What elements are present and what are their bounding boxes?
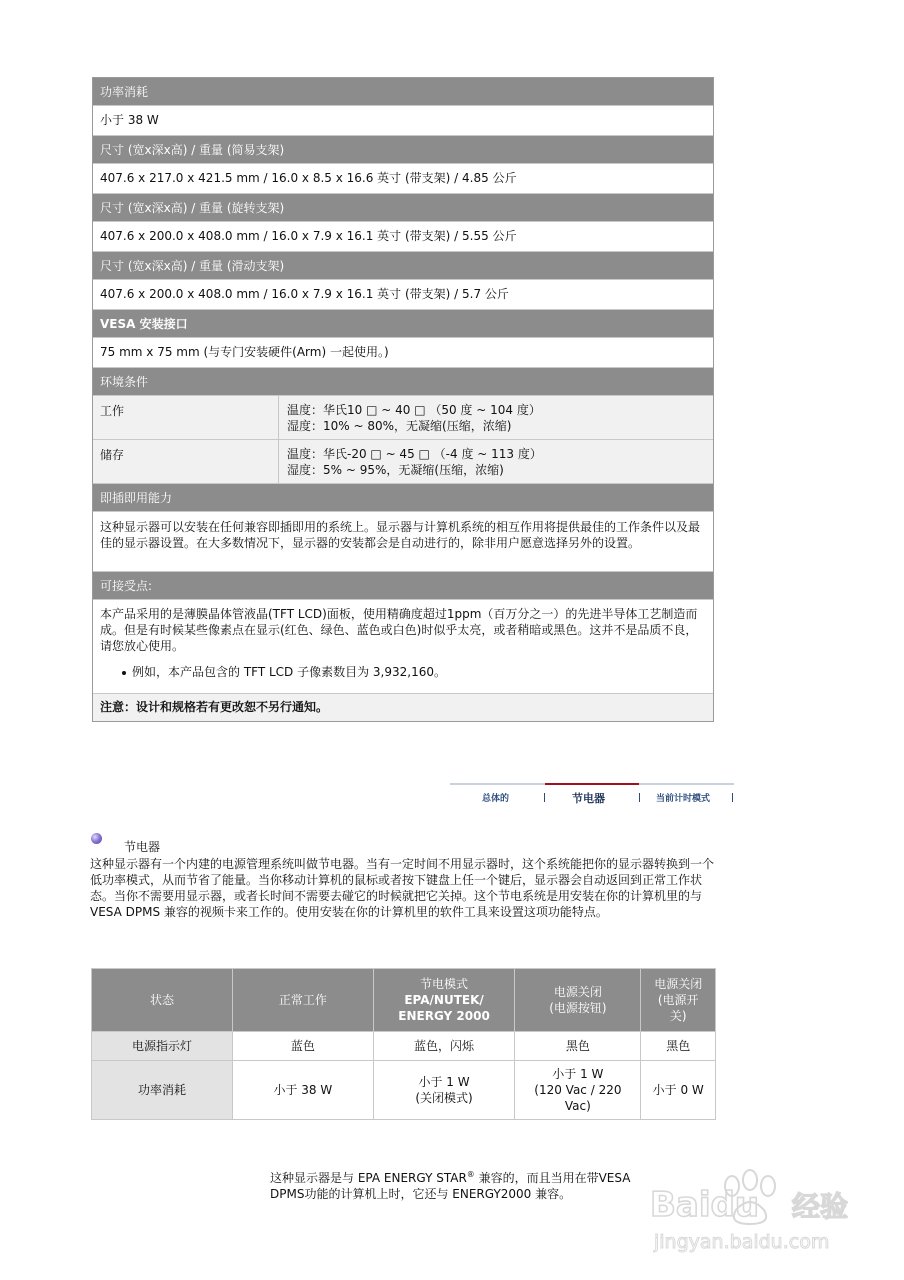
col-off-switch-line3: 关) — [669, 1009, 687, 1023]
tab-general[interactable]: 总体的 — [482, 794, 510, 804]
row-indicator-label: 电源指示灯 — [92, 1032, 233, 1061]
power-header: 功率消耗 — [93, 78, 713, 106]
footer-line1-a: 这种显示器是与 EPA ENERGY STAR — [270, 1171, 467, 1185]
col-saving — [373, 969, 514, 1032]
col-off-button-line1: 电源关闭 — [553, 985, 602, 999]
power-off-switch: 小于 0 W — [641, 1061, 716, 1120]
pnp-value: 这种显示器可以安装在任何兼容即插即用的系统上。显示器与计算机系统的相互作用将提供最佳的工作条件以及最佳的显示器设置。在大多数情况下，显示器的安装都会是自动进行的，除非用户愿意选择另外的设置。 — [93, 512, 713, 572]
tab-separator — [639, 793, 640, 802]
power-saving-line1: 小于 1 W — [418, 1075, 470, 1089]
pixel-header: 可接受点: — [93, 572, 713, 600]
vesa-value: 75 mm x 75 mm (与专门安装硬件(Arm) 一起使用。) — [93, 338, 713, 368]
power-off-button-line3: Vac) — [564, 1099, 591, 1113]
watermark-brand: Baidu — [650, 1185, 760, 1225]
col-saving-line3: ENERGY 2000 — [398, 1009, 490, 1023]
env-work-hum: 湿度：10% ~ 80%，无凝缩(压缩，浓缩) — [287, 419, 512, 433]
vesa-header: VESA 安装接口 — [93, 310, 713, 338]
env-work-temp: 温度：华氏10 □ ~ 40 □ （50 度 ~ 104 度） — [287, 403, 541, 417]
tab-timing[interactable]: 当前计时模式 — [656, 794, 711, 804]
col-saving-line1: 节电模式 — [420, 977, 469, 991]
power-off-button-line2: (120 Vac / 220 — [534, 1083, 622, 1097]
indicator-normal: 蓝色 — [232, 1032, 373, 1061]
col-saving-line2: EPA/NUTEK/ — [404, 993, 484, 1007]
dim1-value: 407.6 x 217.0 x 421.5 mm / 16.0 x 8.5 x 16.6 英寸 (带支架) / 4.85 公斤 — [93, 164, 713, 194]
env-store-label: 储存 — [93, 440, 279, 483]
pnp-header: 即插即用能力 — [93, 484, 713, 512]
col-normal: 正常工作 — [232, 969, 373, 1032]
power-off-button — [515, 1061, 641, 1120]
pixel-bullet-item — [100, 654, 706, 688]
power-value: 小于 38 W — [93, 106, 713, 136]
spec-note: 注意：设计和规格若有更改恕不另行通知。 — [93, 694, 713, 721]
section-title: 节电器 — [124, 840, 161, 854]
table-row — [92, 1061, 716, 1120]
pixel-value: 本产品采用的是薄膜晶体管液晶(TFT LCD)面板，使用精确度超过1ppm（百万分之一）的先进半导体工艺制造而成。但是有时候某些像素点在显示(红色、绿色、蓝色或白色)时似乎太亮，或者稍暗或黑色。这并不是品质不良，请您放心使用。 — [100, 607, 698, 653]
energy-star-note — [270, 1167, 700, 1202]
pixel-bullet-text: 例如，本产品包含的 TFT LCD 子像素数目为 3,932,160。 — [132, 665, 446, 679]
indicator-off-button: 黑色 — [515, 1032, 641, 1061]
power-saving — [373, 1061, 514, 1120]
col-off-switch — [641, 969, 716, 1032]
watermark-url: jingyan.baidu.com — [654, 1231, 830, 1253]
dim3-header: 尺寸 (宽x深x高) / 重量 (滑动支架) — [93, 252, 713, 280]
row-power-label: 功率消耗 — [92, 1061, 233, 1120]
footer-line1-b: 兼容的，而且当用在带VESA — [474, 1171, 631, 1185]
section-tabs — [450, 783, 734, 803]
power-off-button-line1: 小于 1 W — [552, 1067, 604, 1081]
active-tab-indicator — [545, 783, 639, 785]
tab-separator — [732, 793, 733, 802]
table-row — [92, 1032, 716, 1061]
col-off-button-line2: (电源按钮) — [549, 1001, 607, 1015]
watermark-cn: 经验 — [792, 1190, 849, 1223]
col-off-button — [515, 969, 641, 1032]
power-mode-table — [91, 968, 716, 1120]
col-off-switch-line2: (电源开 — [657, 993, 699, 1007]
spec-table — [92, 77, 714, 722]
baidu-watermark — [640, 1150, 880, 1270]
dim3-value: 407.6 x 200.0 x 408.0 mm / 16.0 x 7.9 x 16.1 英寸 (带支架) / 5.7 公斤 — [93, 280, 713, 310]
power-normal: 小于 38 W — [232, 1061, 373, 1120]
bullet-icon — [122, 671, 126, 675]
dim1-header: 尺寸 (宽x深x高) / 重量 (简易支架) — [93, 136, 713, 164]
env-store-temp: 温度：华氏-20 □ ~ 45 □ （-4 度 ~ 113 度） — [287, 447, 542, 461]
pixel-block — [93, 600, 713, 694]
bullet-orb-icon — [91, 833, 102, 844]
dim2-value: 407.6 x 200.0 x 408.0 mm / 16.0 x 7.9 x 16.1 英寸 (带支架) / 5.55 公斤 — [93, 222, 713, 252]
env-store-row — [93, 440, 713, 484]
env-header: 环境条件 — [93, 368, 713, 396]
col-state: 状态 — [92, 969, 233, 1032]
tab-powersaver[interactable]: 节电器 — [572, 792, 605, 805]
indicator-saving: 蓝色，闪烁 — [373, 1032, 514, 1061]
env-store-hum: 湿度：5% ~ 95%，无凝缩(压缩，浓缩) — [287, 463, 504, 477]
power-saving-line2: (关闭模式) — [415, 1091, 473, 1105]
dim2-header: 尺寸 (宽x深x高) / 重量 (旋转支架) — [93, 194, 713, 222]
env-work-row — [93, 396, 713, 440]
indicator-off-switch: 黑色 — [641, 1032, 716, 1061]
env-work-label: 工作 — [93, 396, 279, 439]
tab-separator — [544, 793, 545, 802]
footer-line2: DPMS功能的计算机上时，它还与 ENERGY2000 兼容。 — [270, 1187, 572, 1201]
section-paragraph: 这种显示器有一个内建的电源管理系统叫做节电器。当有一定时间不用显示器时，这个系统能把你的显示器转换到一个低功率模式，从而节省了能量。当你移动计算机的鼠标或者按下键盘上任一个键后，显示器会自动返回到正常工作状态。当你不需要用显示器，或者长时间不需要去碰它的时候就把它关掉。这个节电系统是用安装在你的计算机里的与 VESA DPMS 兼容的视频卡来工作的。使用安装在你的计算机里的软件工具来设置这项功能特点。 — [90, 857, 715, 919]
col-off-switch-line1: 电源关闭 — [654, 977, 703, 991]
registered-mark: ® — [466, 1170, 475, 1179]
